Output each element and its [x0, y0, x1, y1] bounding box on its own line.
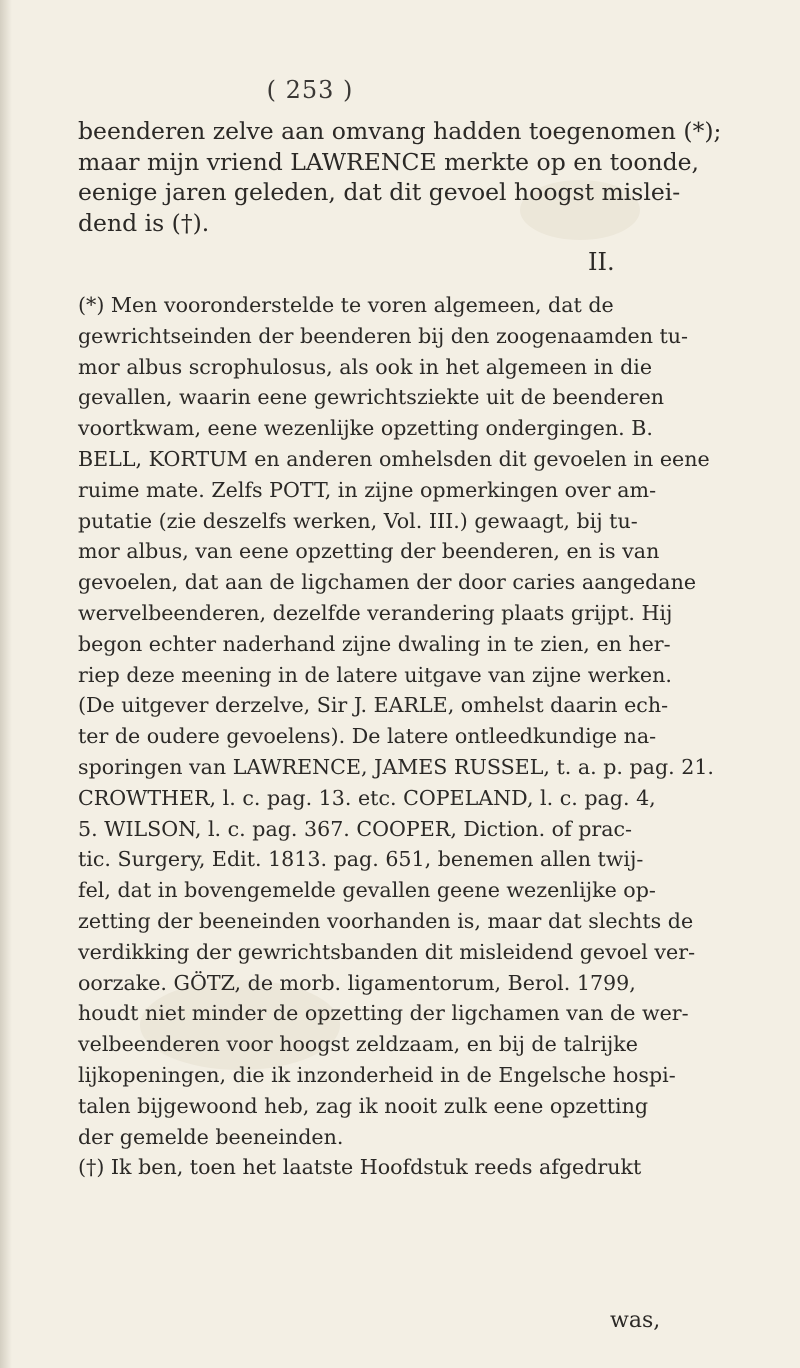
- catchword: was,: [610, 1308, 661, 1333]
- footnote-line: ter de oudere gevoelens). De latere ontleedkundige na-: [78, 724, 657, 749]
- footnote-line: mor albus, van eene opzetting der beenderen, en is van: [78, 539, 660, 564]
- main-text: [78, 116, 722, 238]
- footnote-line: mor albus scrophulosus, als ook in het algemeen in die: [78, 354, 653, 379]
- page-edge-shadow: [0, 0, 12, 1368]
- text-line: maar mijn vriend LAWRENCE merkte op en toonde,: [78, 147, 700, 176]
- footnote-line: putatie (zie deszelfs werken, Vol. III.) gewaagt, bij tu-: [78, 508, 638, 533]
- footnote-line: 5. WILSON, l. c. pag. 367. COOPER, Diction. of prac-: [78, 816, 633, 841]
- footnote-line: (*) Men vooronderstelde te voren algemeen, dat de: [78, 293, 614, 317]
- section-marker: II.: [588, 248, 615, 276]
- footnote-line: lijkopeningen, die ik inzonderheid in de Engelsche hospi-: [78, 1062, 676, 1087]
- footnote-line: verdikking der gewrichtsbanden dit misleidend gevoel ver-: [78, 939, 696, 964]
- footnote-line: ruime mate. Zelfs POTT, in zijne opmerkingen over am-: [78, 477, 657, 502]
- footnote-line: gevallen, waarin eene gewrichtsziekte uit de beenderen: [78, 385, 665, 410]
- text-line: eenige jaren geleden, dat dit gevoel hoogst mislei-: [78, 178, 681, 206]
- footnote-line: sporingen van LAWRENCE, JAMES RUSSEL, t. a. p. pag. 21.: [78, 754, 714, 779]
- footnote-line: der gemelde beeneinden.: [78, 1124, 344, 1149]
- footnote-line: (De uitgever derzelve, Sir J. EARLE, omhelst daarin ech-: [78, 693, 669, 718]
- footnote-line: zetting der beeneinden voorhanden is, maar dat slechts de: [78, 908, 694, 933]
- footnote-line: gevoelen, dat aan de ligchamen der door caries aangedane: [78, 570, 697, 595]
- text-line: dend is (†).: [78, 208, 210, 237]
- footnote-line: voortkwam, eene wezenlijke opzetting ondergingen. B.: [78, 416, 653, 441]
- footnote-line: velbeenderen voor hoogst zeldzaam, en bij de talrijke: [78, 1032, 638, 1057]
- page-number: ( 253 ): [266, 76, 354, 104]
- footnote-line: riep deze meening in de latere uitgave van zijne werken.: [78, 662, 672, 687]
- footnote-line: wervelbeenderen, dezelfde verandering plaats grijpt. Hij: [78, 600, 673, 625]
- footnote-line: oorzake. GÖTZ, de morb. ligamentorum, Berol. 1799,: [78, 970, 636, 995]
- footnote-line: tic. Surgery, Edit. 1813. pag. 651, benemen allen twij-: [78, 847, 644, 872]
- footnote-line: (†) Ik ben, toen het laatste Hoofdstuk reeds afgedrukt: [78, 1155, 642, 1180]
- footnote-line: CROWTHER, l. c. pag. 13. etc. COPELAND, l. c. pag. 4,: [78, 785, 656, 810]
- footnotes: [78, 290, 714, 1183]
- footnote-line: houdt niet minder de opzetting der ligchamen van de wer-: [78, 1001, 689, 1026]
- footnote-line: fel, dat in bovengemelde gevallen geene wezenlijke op-: [78, 878, 656, 903]
- footnote-line: talen bijgewoond heb, zag ik nooit zulk eene opzetting: [78, 1093, 649, 1118]
- footnote-line: begon echter naderhand zijne dwaling in te zien, en her-: [78, 631, 671, 656]
- text-line: beenderen zelve aan omvang hadden toegenomen (*);: [78, 117, 722, 145]
- footnote-line: BELL, KORTUM en anderen omhelsden dit gevoelen in eene: [78, 446, 710, 471]
- footnote-line: gewrichtseinden der beenderen bij den zoogenaamden tu-: [78, 323, 688, 348]
